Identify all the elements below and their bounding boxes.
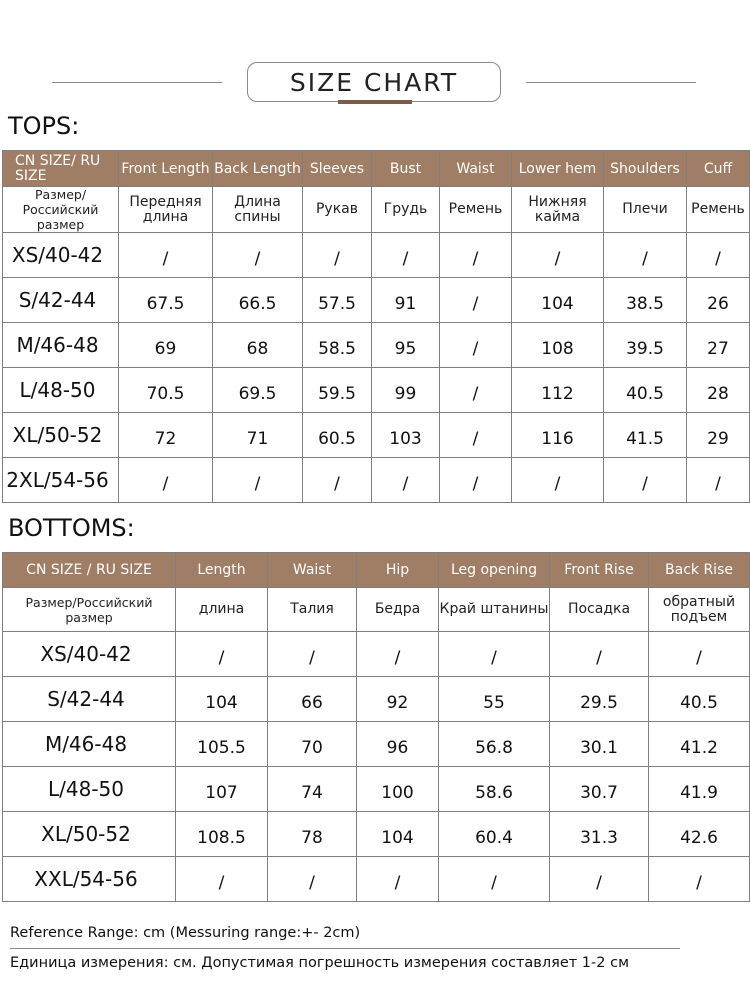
- table-cell: /: [649, 857, 750, 902]
- table-subheader-cell: Рукав: [303, 187, 372, 233]
- table-cell: 68: [213, 323, 303, 368]
- table-row: [3, 677, 750, 722]
- table-cell: 108: [512, 323, 604, 368]
- table-cell: 92: [357, 677, 439, 722]
- table-row: [3, 632, 750, 677]
- table-cell: 108.5: [176, 812, 268, 857]
- table-cell: /: [687, 233, 750, 278]
- table-cell: 100: [357, 767, 439, 812]
- table-subheader-cell: Ремень: [687, 187, 750, 233]
- table-cell: /: [268, 632, 357, 677]
- table-header-cell: Cuff: [687, 151, 750, 187]
- table-cell: /: [176, 632, 268, 677]
- table-cell: 28: [687, 368, 750, 413]
- table-cell: /: [604, 233, 687, 278]
- table-cell: 107: [176, 767, 268, 812]
- table-cell: /: [303, 233, 372, 278]
- table-header-cell: Shoulders: [604, 151, 687, 187]
- table-cell: 55: [439, 677, 550, 722]
- table-cell: /: [440, 458, 512, 503]
- table-cell: /: [440, 278, 512, 323]
- page-title-text: SIZE CHART: [289, 67, 459, 97]
- table-cell: 59.5: [303, 368, 372, 413]
- size-label-cell: XL/50-52: [3, 812, 176, 857]
- table-subheader-cell: Длина спины: [213, 187, 303, 233]
- table-header-cell: Front Length: [119, 151, 213, 187]
- table-cell: 56.8: [439, 722, 550, 767]
- table-row: [3, 857, 750, 902]
- table-cell: /: [439, 632, 550, 677]
- title-divider-right: [526, 82, 696, 83]
- title-divider-left: [52, 82, 222, 83]
- table-row: [3, 458, 750, 503]
- tops-section-title: TOPS:: [8, 112, 80, 140]
- bottoms-header-row: [3, 553, 750, 588]
- table-header-cell: Bust: [372, 151, 440, 187]
- table-subheader-cell: Нижняя кайма: [512, 187, 604, 233]
- table-subheader-cell: Талия: [268, 588, 357, 632]
- table-cell: 40.5: [604, 368, 687, 413]
- table-cell: 31.3: [550, 812, 649, 857]
- table-cell: 30.7: [550, 767, 649, 812]
- size-label-cell: L/48-50: [3, 368, 119, 413]
- table-row: [3, 323, 750, 368]
- size-label-cell: XXL/54-56: [3, 857, 176, 902]
- table-cell: /: [550, 857, 649, 902]
- size-label-cell: XS/40-42: [3, 233, 119, 278]
- table-cell: 57.5: [303, 278, 372, 323]
- table-cell: 112: [512, 368, 604, 413]
- table-cell: /: [213, 458, 303, 503]
- size-label-cell: XS/40-42: [3, 632, 176, 677]
- reference-range-note-russian: Единица измерения: см. Допустимая погрешность измерения составляет 1-2 см: [10, 955, 630, 971]
- table-subheader-cell: длина: [176, 588, 268, 632]
- table-cell: /: [268, 857, 357, 902]
- bottoms-section-title: BOTTOMS:: [8, 514, 135, 542]
- table-cell: 66: [268, 677, 357, 722]
- page-title: [247, 62, 501, 102]
- table-cell: /: [119, 458, 213, 503]
- table-subheader-cell: Размер/ Российский размер: [3, 187, 119, 233]
- size-label-cell: M/46-48: [3, 323, 119, 368]
- table-cell: 74: [268, 767, 357, 812]
- table-header-cell: Back Rise: [649, 553, 750, 588]
- table-cell: /: [372, 458, 440, 503]
- table-cell: 29.5: [550, 677, 649, 722]
- table-cell: /: [440, 323, 512, 368]
- table-cell: 96: [357, 722, 439, 767]
- table-subheader-cell: Грудь: [372, 187, 440, 233]
- table-cell: /: [604, 458, 687, 503]
- table-row: [3, 233, 750, 278]
- table-cell: 40.5: [649, 677, 750, 722]
- table-header-cell: Length: [176, 553, 268, 588]
- table-cell: 69.5: [213, 368, 303, 413]
- table-cell: 103: [372, 413, 440, 458]
- table-cell: 69: [119, 323, 213, 368]
- tops-size-table: [2, 150, 750, 503]
- size-label-cell: 2XL/54-56: [3, 458, 119, 503]
- table-header-cell: Lower hem: [512, 151, 604, 187]
- table-cell: 105.5: [176, 722, 268, 767]
- table-cell: 99: [372, 368, 440, 413]
- table-cell: 41.5: [604, 413, 687, 458]
- table-cell: 71: [213, 413, 303, 458]
- table-cell: 72: [119, 413, 213, 458]
- table-cell: 39.5: [604, 323, 687, 368]
- table-cell: 67.5: [119, 278, 213, 323]
- table-cell: /: [119, 233, 213, 278]
- table-subheader-cell: Ремень: [440, 187, 512, 233]
- table-cell: /: [357, 857, 439, 902]
- table-cell: 66.5: [213, 278, 303, 323]
- table-header-cell: Back Length: [213, 151, 303, 187]
- table-cell: 42.6: [649, 812, 750, 857]
- table-cell: 78: [268, 812, 357, 857]
- table-cell: 41.9: [649, 767, 750, 812]
- table-cell: /: [176, 857, 268, 902]
- table-cell: /: [687, 458, 750, 503]
- table-cell: /: [440, 233, 512, 278]
- table-cell: /: [439, 857, 550, 902]
- table-header-cell: Hip: [357, 553, 439, 588]
- table-row: [3, 722, 750, 767]
- table-cell: /: [512, 458, 604, 503]
- table-row: [3, 368, 750, 413]
- table-cell: /: [440, 413, 512, 458]
- table-cell: 38.5: [604, 278, 687, 323]
- table-cell: 116: [512, 413, 604, 458]
- table-cell: /: [372, 233, 440, 278]
- table-cell: /: [213, 233, 303, 278]
- table-cell: 60.5: [303, 413, 372, 458]
- table-cell: 70: [268, 722, 357, 767]
- size-label-cell: XL/50-52: [3, 413, 119, 458]
- table-cell: 58.6: [439, 767, 550, 812]
- table-cell: 104: [512, 278, 604, 323]
- table-cell: 30.1: [550, 722, 649, 767]
- table-header-cell: CN SIZE / RU SIZE: [3, 553, 176, 588]
- table-cell: /: [512, 233, 604, 278]
- table-subheader-cell: обратный подъем: [649, 588, 750, 632]
- table-header-cell: Sleeves: [303, 151, 372, 187]
- table-cell: 91: [372, 278, 440, 323]
- size-label-cell: L/48-50: [3, 767, 176, 812]
- reference-range-note: Reference Range: cm (Messuring range:+- 2cm): [10, 925, 361, 941]
- table-subheader-cell: Край штанины: [439, 588, 550, 632]
- table-row: [3, 812, 750, 857]
- tops-russian-header-row: [3, 187, 750, 233]
- table-cell: 26: [687, 278, 750, 323]
- size-label-cell: S/42-44: [3, 278, 119, 323]
- table-subheader-cell: Передняя длина: [119, 187, 213, 233]
- table-row: [3, 767, 750, 812]
- table-subheader-cell: Посадка: [550, 588, 649, 632]
- table-cell: /: [550, 632, 649, 677]
- table-cell: 27: [687, 323, 750, 368]
- table-cell: /: [649, 632, 750, 677]
- table-header-cell: CN SIZE/ RU SIZE: [3, 151, 119, 187]
- table-cell: 29: [687, 413, 750, 458]
- table-cell: /: [440, 368, 512, 413]
- table-header-cell: Waist: [440, 151, 512, 187]
- table-cell: /: [303, 458, 372, 503]
- table-cell: 41.2: [649, 722, 750, 767]
- title-accent-bar: [338, 100, 412, 104]
- table-row: [3, 278, 750, 323]
- table-cell: 95: [372, 323, 440, 368]
- table-subheader-cell: Бедра: [357, 588, 439, 632]
- table-header-cell: Waist: [268, 553, 357, 588]
- tops-header-row: [3, 151, 750, 187]
- size-label-cell: M/46-48: [3, 722, 176, 767]
- table-subheader-cell: Размер/Российский размер: [3, 588, 176, 632]
- table-cell: 70.5: [119, 368, 213, 413]
- table-subheader-cell: Плечи: [604, 187, 687, 233]
- table-cell: 60.4: [439, 812, 550, 857]
- footer-divider: [10, 948, 680, 949]
- table-cell: /: [357, 632, 439, 677]
- bottoms-russian-header-row: [3, 588, 750, 632]
- table-header-cell: Leg opening: [439, 553, 550, 588]
- table-cell: 104: [357, 812, 439, 857]
- bottoms-size-table: [2, 552, 750, 902]
- table-cell: 58.5: [303, 323, 372, 368]
- table-cell: 104: [176, 677, 268, 722]
- size-label-cell: S/42-44: [3, 677, 176, 722]
- table-row: [3, 413, 750, 458]
- table-header-cell: Front Rise: [550, 553, 649, 588]
